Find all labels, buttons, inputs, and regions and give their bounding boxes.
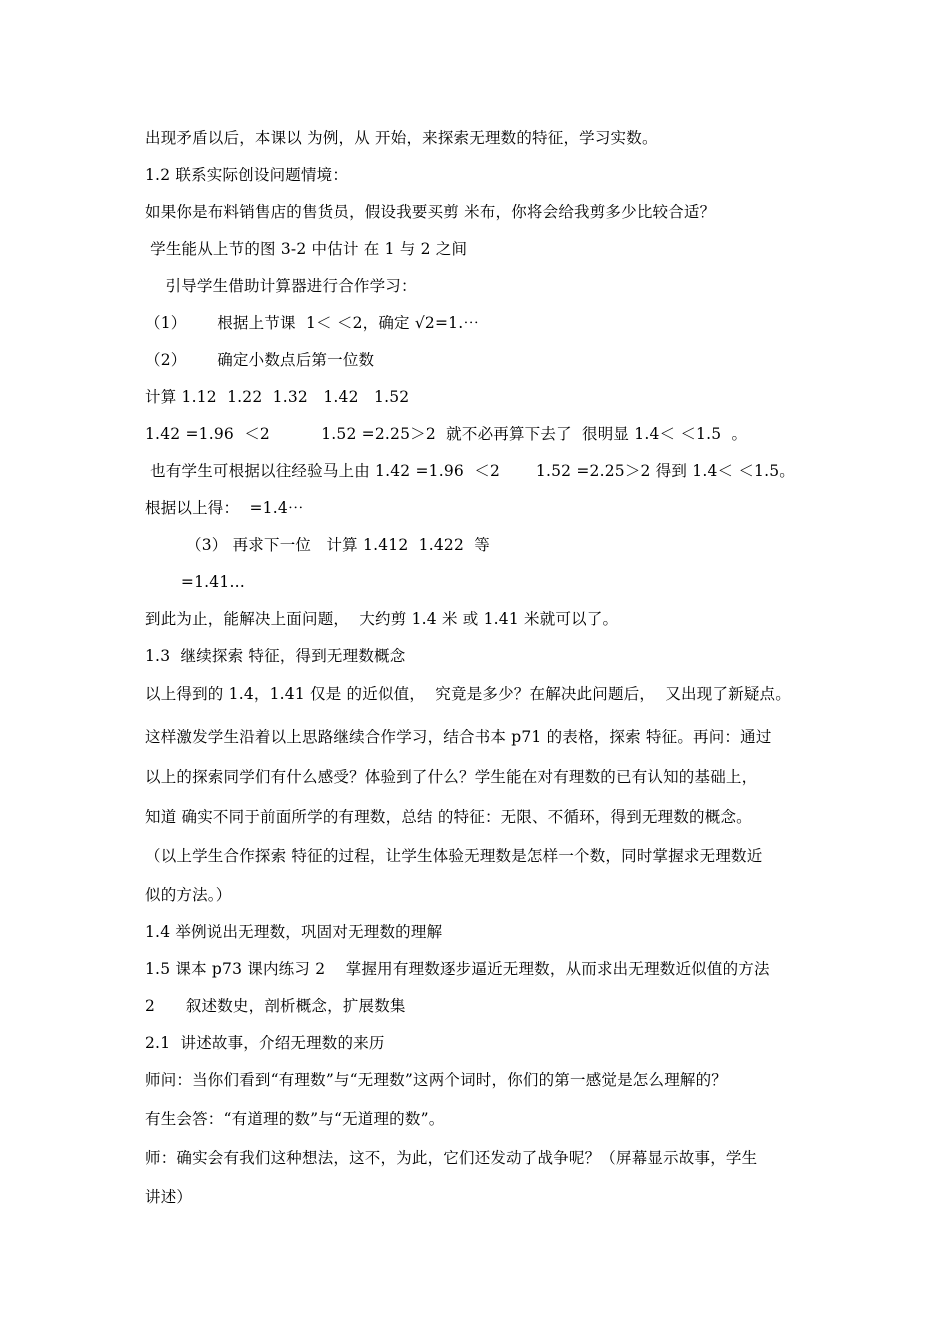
text-line: 如果你是布料销售店的售货员，假设我要买剪 米布，你将会给我剪多少比较合适？ bbox=[145, 203, 716, 221]
section-heading: 2.1 讲述故事，介绍无理数的来历 bbox=[145, 1034, 385, 1052]
list-item: （2） 确定小数点后第一位数 bbox=[145, 351, 375, 369]
section-heading: 1.4 举例说出无理数，巩固对无理数的理解 bbox=[145, 923, 443, 941]
text-line: 根据以上得： =1.4⋯ bbox=[145, 499, 304, 517]
text-line: 到此为止，能解决上面问题， 大约剪 1.4 米 或 1.41 米就可以了。 bbox=[145, 610, 619, 628]
text-line: 以上的探索同学们有什么感受？体验到了什么？学生能在对有理数的已有认知的基础上， bbox=[145, 768, 758, 786]
text-line: 学生能从上节的图 3-2 中估计 在 1 与 2 之间 bbox=[145, 240, 468, 258]
text-line: =1.41… bbox=[145, 573, 246, 591]
text-line: 师问：当你们看到“有理数”与“无理数”这两个词时，你们的第一感觉是怎么理解的？ bbox=[145, 1071, 727, 1089]
text-line: 师：确实会有我们这种想法，这不，为此，它们还发动了战争呢？（屏幕显示故事，学生 bbox=[145, 1149, 758, 1167]
text-line: 1.42 =1.96 ＜2 1.52 =2.25＞2 就不必再算下去了 很明显 1.4＜ ＜1.5 。 bbox=[145, 425, 748, 443]
section-heading: 1.3 继续探索 特征，得到无理数概念 bbox=[145, 647, 406, 665]
text-line: 讲述） bbox=[145, 1188, 193, 1206]
text-line: （以上学生合作探索 特征的过程，让学生体验无理数是怎样一个数，同时掌握求无理数近 bbox=[145, 847, 763, 865]
text-line: 似的方法。） bbox=[145, 886, 232, 904]
text-line: 以上得到的 1.4，1.41 仅是 的近似值， 究竟是多少？在解决此问题后， 又出现了新疑点。 bbox=[145, 685, 791, 703]
section-heading: 1.2 联系实际创设问题情境： bbox=[145, 166, 349, 184]
text-line: 出现矛盾以后，本课以 为例，从 开始，来探索无理数的特征，学习实数。 bbox=[145, 129, 658, 147]
text-line: 有生会答：“有道理的数”与“无道理的数”。 bbox=[145, 1110, 445, 1128]
list-item: （1） 根据上节课 1＜ ＜2，确定 √2=1.⋯ bbox=[145, 314, 480, 332]
text-line: 这样激发学生沿着以上思路继续合作学习，结合书本 p71 的表格，探索 特征。再问：通过 bbox=[145, 728, 772, 746]
list-item: （3） 再求下一位 计算 1.412 1.422 等 bbox=[145, 536, 490, 554]
text-line: 也有学生可根据以往经验马上由 1.42 =1.96 ＜2 1.52 =2.25＞2 得到 1.4＜ ＜1.5。 bbox=[145, 462, 795, 480]
text-line: 引导学生借助计算器进行合作学习： bbox=[145, 277, 417, 295]
text-line: 知道 确实不同于前面所学的有理数，总结 的特征：无限、不循环，得到无理数的概念。 bbox=[145, 808, 752, 826]
section-heading: 1.5 课本 p73 课内练习 2 掌握用有理数逐步逼近无理数，从而求出无理数近似值的方法 bbox=[145, 960, 770, 978]
section-heading: 2 叙述数史，剖析概念，扩展数集 bbox=[145, 997, 406, 1015]
text-line: 计算 1.12 1.22 1.32 1.42 1.52 bbox=[145, 388, 410, 406]
